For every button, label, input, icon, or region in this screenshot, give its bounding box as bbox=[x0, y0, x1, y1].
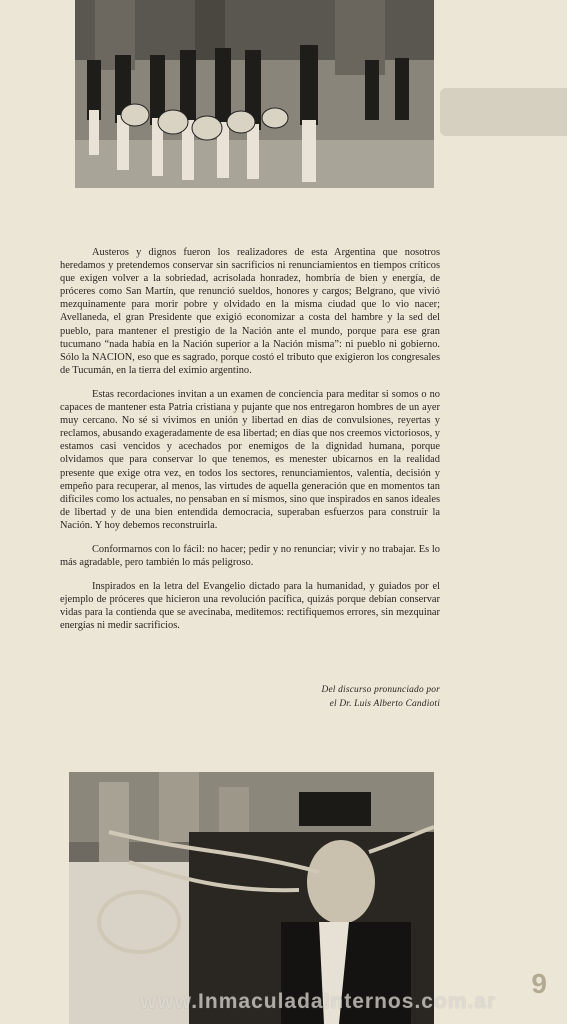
page-number: 9 bbox=[531, 968, 547, 999]
paragraph-4: Inspirados en la letra del Evangelio dictado para la humanidad, y guiados por el ejemplo de próceres que hicieron una revolución pacífica, quizás porque debían conservar vidas para la contienda que se avecinaba, meditemos: rectifiquemos errores, sin mezquinar energías ni medir sacrificios. bbox=[60, 581, 440, 632]
photo-drummers-image bbox=[75, 0, 434, 188]
faded-heading-fragment bbox=[440, 88, 567, 136]
marching-band-drummers-photo bbox=[75, 0, 434, 188]
paragraph-1: Austeros y dignos fueron los realizadores de esta Argentina que nosotros heredamos y pretendemos conservar sin sacrificios ni renunciamientos en tiempos críticos que exigen volver a la sobriedad, acrisolada honradez, hombría de bien y energía, de próceres como San Martín, que renunció sueldos, honores y cargos; Belgrano, que vivió mezquinamente para morir pobre y olvidado en la misma ciudad que lo vio nacer; Avellaneda, el gran Presidente que exigió economizar a costa del hambre y la sed del pueblo, para mantener el prestigio de la Nación ante el mundo, porque para ese gran tucumano “nada había en la Nación superior a la Nación misma”: ni pueblo ni gobierno. Sólo la NACION, eso que es sagrado, porque costó el tributo que exigieron los congresales de Tucumán, en la tierra del eximio argentino. bbox=[60, 247, 440, 376]
bugle-players-photo bbox=[69, 772, 434, 1024]
paragraph-3: Conformarnos con lo fácil: no hacer; pedir y no renunciar; vivir y no trabajar. Es lo más agradable, pero también lo más peligroso. bbox=[60, 543, 440, 569]
photo-buglers-image bbox=[69, 772, 434, 1024]
paragraph-2: Estas recordaciones invitan a un examen de conciencia para meditar si somos o no capaces de mantener esta Patria cristiana y pujante que nos entregaron hombres de un ayer muy cercano. No sé si vivimos en unión y libertad en días de convulsiones, reyertas y reclamos, abusando exageradamente de esa libertad; en días que nos creemos victoriosos, y estamos casi vencidos y acechados por enemigos de la dignidad humana, porque olvidamos que para conservar lo que tenemos, es menester ubicarnos en la realidad presente que exige otra vez, en todos los sectores, renunciamientos, valentía, decisión y empeño para recuperar, al menos, las virtudes de aquella generación que en momentos tan difíciles como los actuales, no pensaban en sí mismos, sino que inspirados en sanos ideales de libertad y de una bien entendida democracia, superaban esfuerzos para construir la Nación. Y hoy debemos reconstruirla. bbox=[60, 388, 440, 531]
speech-excerpt bbox=[60, 246, 440, 644]
speech-attribution bbox=[260, 683, 440, 711]
attribution-line-1: Del discurso pronunciado por bbox=[321, 685, 440, 695]
website-watermark: www.InmaculadaInternos.com.ar bbox=[140, 990, 497, 1013]
attribution-line-2: el Dr. Luis Alberto Candioti bbox=[329, 699, 440, 709]
